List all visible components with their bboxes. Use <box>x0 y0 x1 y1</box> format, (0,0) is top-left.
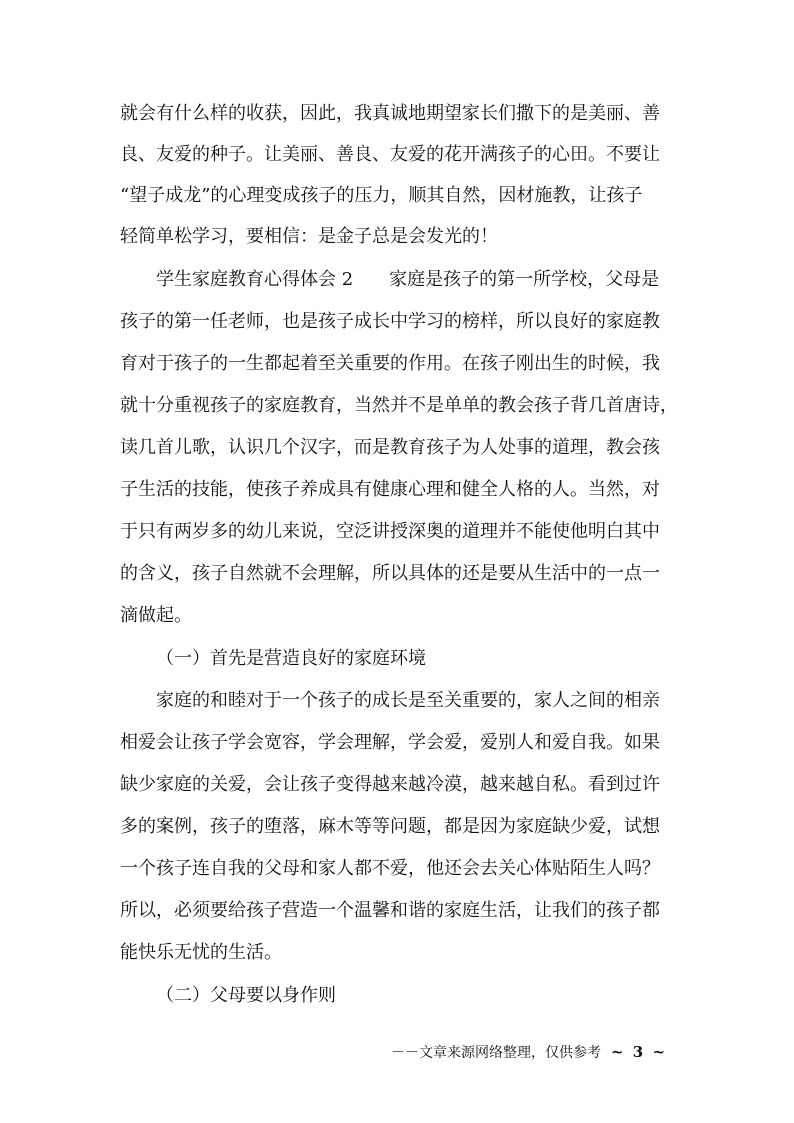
body-line: 的含义，孩子自然就不会理解，所以具体的还是要从生活中的一点一 <box>120 563 660 584</box>
body-line: 于只有两岁多的幼儿来说，空泛讲授深奥的道理并不能使他明白其中 <box>120 521 660 542</box>
body-line: 读几首儿歌，认识几个汉字，而是教育孩子为人处事的道理，教会孩 <box>120 437 660 458</box>
body-line: 能快乐无忧的生活。 <box>120 942 282 963</box>
body-line: 缺少家庭的关爱，会让孩子变得越来越冷漠，越来越自私。看到过许 <box>120 774 660 795</box>
body-line: 多的案例，孩子的堕落，麻木等等问题，都是因为家庭缺少爱，试想 <box>120 816 660 837</box>
body-line: 子生活的技能，使孩子养成具有健康心理和健全人格的人。当然，对 <box>120 479 660 500</box>
body-line: “望子成龙”的心理变成孩子的压力，顺其自然，因材施教，让孩子 <box>120 185 643 206</box>
body-line: 孩子的第一任老师，也是孩子成长中学习的榜样，所以良好的家庭教 <box>120 311 660 332</box>
body-line: 良、友爱的种子。让美丽、善良、友爱的花开满孩子的心田。不要让 <box>120 144 660 165</box>
source-note: －－文章来源网络整理，仅供参考 <box>391 1045 601 1061</box>
subheading-1: （一）首先是营造良好的家庭环境 <box>156 648 426 669</box>
body-line: 相爱会让孩子学会宽容，学会理解，学会爱，爱别人和爱自我。如果 <box>120 732 660 753</box>
body-line: 滴做起。 <box>120 605 192 626</box>
body-line: 一个孩子连自我的父母和家人都不爱，他还会去关心体贴陌生人吗？ <box>120 858 660 879</box>
body-line: 家庭的和睦对于一个孩子的成长是至关重要的，家人之间的相亲 <box>156 690 660 711</box>
section-title-line: 学生家庭教育心得体会 2 家庭是孩子的第一所学校，父母是 <box>156 269 660 290</box>
page-number: ~ 3 ~ <box>611 1043 668 1061</box>
body-line: 就会有什么样的收获，因此，我真诚地期望家长们撒下的是美丽、善 <box>120 103 660 124</box>
body-line: 轻简单松学习，要相信：是金子总是会发光的！ <box>120 226 498 247</box>
subheading-2: （二）父母要以身作则 <box>156 985 336 1006</box>
body-line: 所以，必须要给孩子营造一个温馨和谐的家庭生活，让我们的孩子都 <box>120 900 660 921</box>
body-line: 就十分重视孩子的家庭教育，当然并不是单单的教会孩子背几首唐诗， <box>120 395 678 416</box>
page-footer <box>391 1040 668 1064</box>
body-line: 育对于孩子的一生都起着至关重要的作用。在孩子刚出生的时候，我 <box>120 353 660 374</box>
